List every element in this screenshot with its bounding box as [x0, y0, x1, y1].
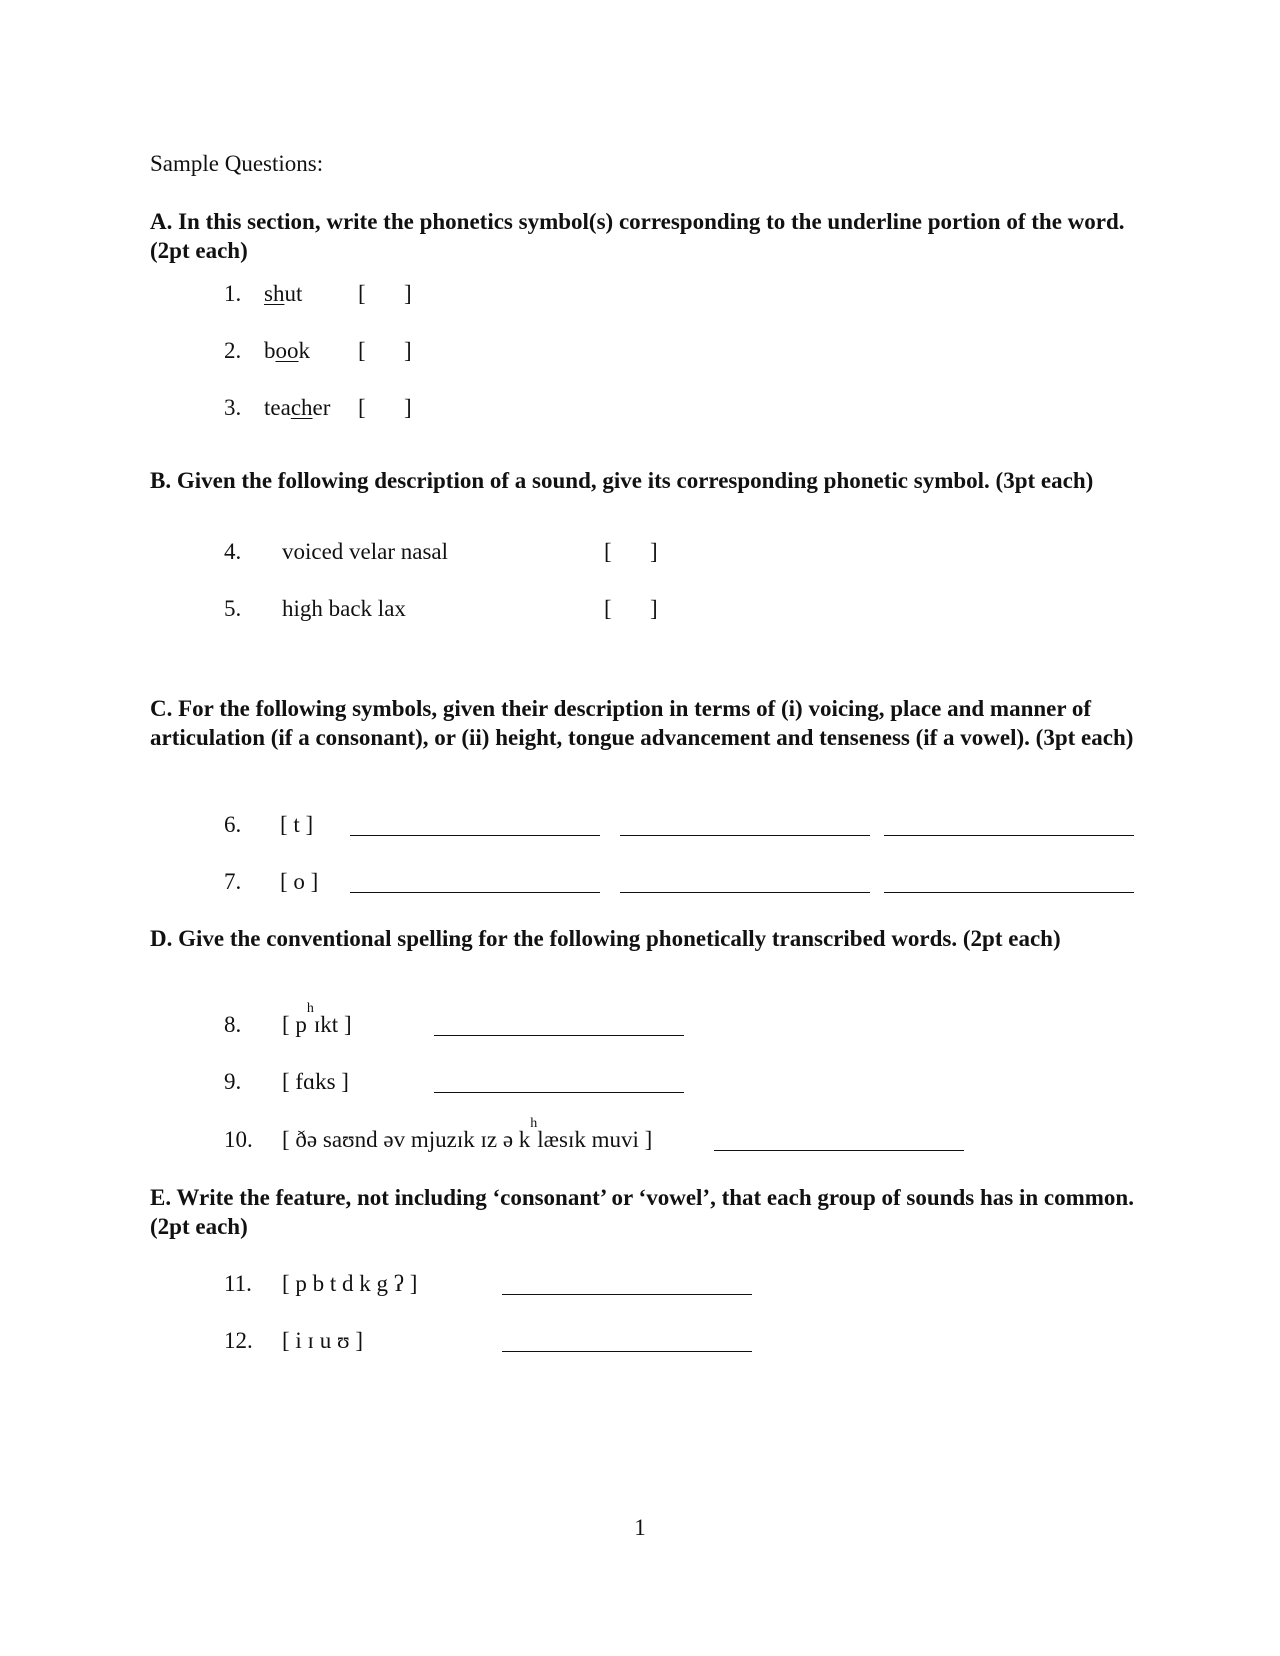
- page-number: 1: [634, 1515, 646, 1540]
- answer-bracket-open[interactable]: [: [604, 539, 612, 564]
- phonetic-symbol: [ t ]: [280, 812, 314, 837]
- answer-bracket-open[interactable]: [: [358, 281, 366, 306]
- answer-blank-place[interactable]: [620, 835, 870, 836]
- underlined-segment: sh: [264, 281, 285, 306]
- answer-bracket-close[interactable]: ]: [404, 338, 412, 363]
- answer-blank-advancement[interactable]: [620, 892, 870, 893]
- underlined-segment: oo: [275, 338, 299, 363]
- phonetic-transcription: [ fɑks ]: [282, 1069, 349, 1094]
- question-number: 5.: [224, 596, 242, 621]
- answer-bracket-open[interactable]: [: [358, 338, 366, 363]
- answer-bracket-close[interactable]: ]: [650, 596, 658, 621]
- question-number: 2.: [224, 338, 242, 363]
- question-number: 11.: [224, 1271, 252, 1296]
- answer-blank-voicing[interactable]: [350, 835, 600, 836]
- underlined-segment: ch: [290, 395, 313, 420]
- question-number: 8.: [224, 1012, 242, 1037]
- section-d-heading: D. Give the conventional spelling for the following phonetically transcribed words. (2pt each): [150, 926, 1061, 951]
- answer-blank-spelling[interactable]: [434, 1035, 684, 1036]
- question-word: book: [264, 338, 310, 363]
- sound-group: [ i ɪ u ʊ ]: [282, 1328, 363, 1353]
- section-c-heading: C. For the following symbols, given their description in terms of (i) voicing, place and manner of articulation (if a consonant), or (ii) height, tongue advancement and tenseness (if a vowel). (3pt each): [150, 696, 1134, 750]
- section-e-heading: E. Write the feature, not including ‘consonant’ or ‘vowel’, that each group of sounds has in common. (2pt each): [150, 1185, 1134, 1239]
- question-word: shut: [264, 281, 303, 306]
- answer-blank-feature[interactable]: [502, 1294, 752, 1295]
- question-number: 10.: [224, 1127, 253, 1152]
- phonetic-transcription: [ ðə saʊnd əv mjuzɪk ɪz ə $k^hlæsɪk$ muvi ]: [282, 1116, 653, 1152]
- question-number: 4.: [224, 539, 242, 564]
- answer-bracket-open[interactable]: [: [358, 395, 366, 420]
- phonetic-symbol: [ o ]: [280, 869, 319, 894]
- question-number: 6.: [224, 812, 242, 837]
- answer-bracket-open[interactable]: [: [604, 596, 612, 621]
- question-number: 7.: [224, 869, 242, 894]
- phonetic-transcription: [ $p^hɪkt$ ]: [282, 1001, 352, 1037]
- answer-blank-feature[interactable]: [502, 1351, 752, 1352]
- answer-blank-height[interactable]: [350, 892, 600, 893]
- sound-group: [ p b t d k g ʔ ]: [282, 1271, 418, 1296]
- intro-text: Sample Questions:: [150, 151, 324, 176]
- section-a-heading: A. In this section, write the phonetics symbol(s) corresponding to the underline portion of the word. (2pt each): [150, 209, 1125, 263]
- answer-blank-spelling[interactable]: [714, 1150, 964, 1151]
- answer-blank-manner[interactable]: [884, 835, 1134, 836]
- question-word: teacher: [264, 395, 331, 420]
- section-b-heading: B. Given the following description of a sound, give its corresponding phonetic symbol. (3pt each): [150, 468, 1094, 493]
- question-number: 3.: [224, 395, 242, 420]
- answer-blank-spelling[interactable]: [434, 1092, 684, 1093]
- question-number: 1.: [224, 281, 242, 306]
- question-number: 9.: [224, 1069, 242, 1094]
- sound-description: high back lax: [282, 596, 406, 621]
- answer-bracket-close[interactable]: ]: [404, 281, 412, 306]
- question-number: 12.: [224, 1328, 253, 1353]
- answer-blank-tenseness[interactable]: [884, 892, 1134, 893]
- sound-description: voiced velar nasal: [282, 539, 449, 564]
- answer-bracket-close[interactable]: ]: [650, 539, 658, 564]
- answer-bracket-close[interactable]: ]: [404, 395, 412, 420]
